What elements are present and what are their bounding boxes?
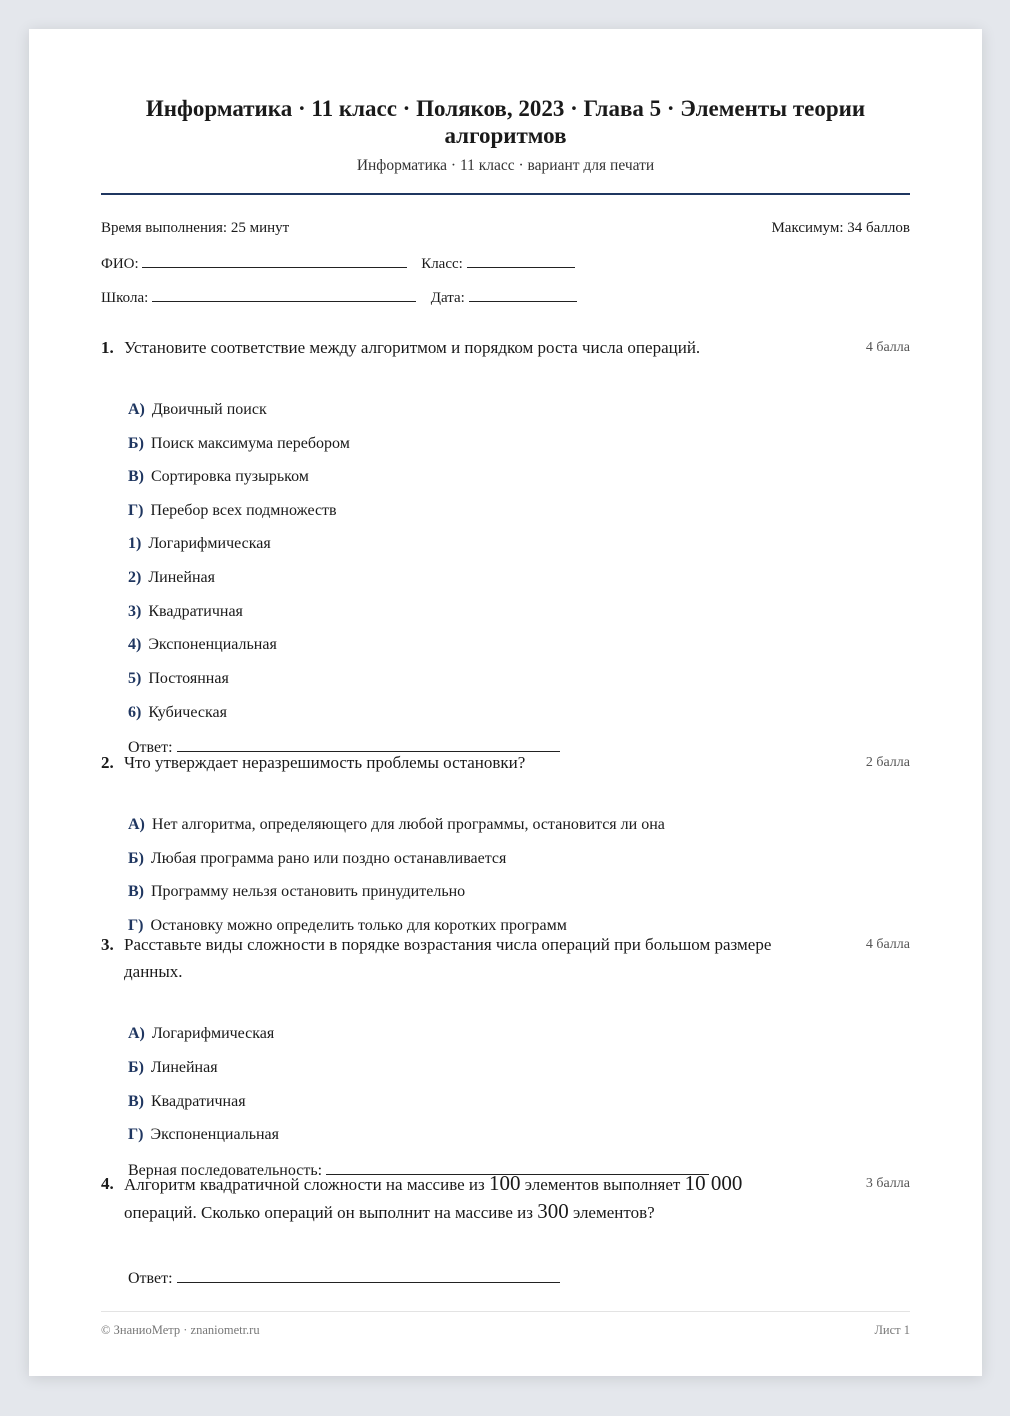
option-label: 6) [128,704,142,721]
option-item [128,468,309,486]
option-item [128,1025,274,1043]
option-text: Сортировка пузырьком [151,468,309,485]
option-label: 2) [128,569,142,586]
answer-field[interactable] [177,1268,560,1283]
class-field[interactable] [467,253,575,268]
option-text: Нет алгоритма, определяющего для любой программы, остановится ли она [151,816,665,833]
option-text: Перебор всех подмножеств [150,502,337,519]
number-value: 300 [537,1199,569,1223]
question-1 [101,334,910,756]
school-label: Школа: [101,290,149,306]
question-text: Расставьте виды сложности в порядке возрастания числа операций при большом размере данных. [124,935,772,981]
option-text: Квадратичная [148,603,243,620]
page-title: Информатика · 11 класс · Поляков, 2023 · Глава 5 · Элементы теории алгоритмов [145,96,866,148]
option-item [128,1093,246,1111]
option-label: А) [128,816,145,833]
number-value: 10 000 [684,1171,743,1195]
option-label: 1) [128,535,142,552]
option-label: Б) [128,435,144,452]
question-text-part: элементов выполняет [520,1175,685,1194]
page-subtitle: Информатика · 11 класс · вариант для печати [356,157,655,174]
date-field[interactable] [469,287,577,302]
question-number: 3. [101,935,114,954]
question-number: 1. [101,338,114,357]
option-text: Кубическая [148,704,227,721]
question-text [124,1170,814,1226]
option-text: Любая программа рано или поздно останавливается [150,850,507,867]
school-date-row [101,287,577,307]
question-text-part: элементов? [568,1203,655,1222]
option-label: В) [128,468,144,485]
option-label: Г) [128,502,144,519]
option-text: Линейная [148,569,215,586]
option-item [128,603,243,621]
option-item [128,535,271,553]
option-item [128,401,267,419]
option-label: В) [128,1093,144,1110]
option-label: А) [128,401,145,418]
option-item [128,502,337,520]
option-item [128,883,465,901]
option-item [128,569,215,587]
option-item [128,1059,218,1077]
option-label: 5) [128,670,142,687]
fio-class-row [101,253,575,273]
question-2 [101,749,910,934]
option-label: Г) [128,917,144,934]
footer-copyright: © ЗнаниоМетр · znaniometr.ru [101,1323,260,1337]
class-label: Класс: [421,256,463,272]
option-text: Программу нельзя остановить принудительно [151,883,466,900]
option-text: Экспоненциальная [148,636,277,653]
question-points: 4 балла [865,937,910,952]
option-text: Логарифмическая [148,535,271,552]
question-3 [101,931,910,1179]
option-label: А) [128,1025,145,1042]
option-text: Экспоненциальная [150,1126,280,1143]
page-content [101,29,910,1376]
footer-divider [101,1311,910,1312]
question-number: 4. [101,1174,114,1193]
school-field[interactable] [152,287,416,302]
footer [101,1323,910,1338]
question-header [101,334,910,361]
question-number: 2. [101,753,114,772]
option-label: Г) [128,1126,144,1143]
header-divider [101,193,910,195]
option-text: Поиск максимума перебором [150,435,350,452]
question-text-part: операций. Сколько операций он выполнит на массиве из [124,1203,538,1222]
option-text: Линейная [150,1059,218,1076]
option-label: Б) [128,1059,144,1076]
option-label: В) [128,883,144,900]
option-item [128,1126,279,1144]
option-text: Постоянная [148,670,229,687]
option-item [128,850,506,868]
question-text-part: Алгоритм квадратичной сложности на массиве из [124,1175,489,1194]
option-item [128,670,229,688]
option-text: Двоичный поиск [151,401,267,418]
option-item [128,435,350,453]
answer-row [128,1268,560,1288]
option-label: 4) [128,636,142,653]
meta-row [101,220,910,237]
option-text: Квадратичная [151,1093,246,1110]
option-item [128,636,277,654]
question-points: 4 балла [865,340,910,355]
option-label: Б) [128,850,144,867]
option-label: 3) [128,603,142,620]
question-header [101,931,910,985]
option-text: Логарифмическая [151,1025,275,1042]
question-text: Установите соответствие между алгоритмом и порядком роста числа операций. [124,338,701,357]
worksheet-page [29,29,982,1376]
question-points: 2 балла [865,755,910,770]
answer-label: Ответ: [128,739,173,756]
fio-label: ФИО: [101,256,139,272]
date-label: Дата: [430,290,465,306]
question-4 [101,1170,910,1287]
time-limit: Время выполнения: 25 минут [101,220,290,236]
number-value: 100 [488,1171,521,1195]
option-item [128,704,227,722]
answer-label: Верная последовательность: [128,1162,323,1179]
question-points: 3 балла [865,1176,910,1191]
max-score: Максимум: 34 баллов [771,220,910,236]
option-item [128,816,665,834]
question-header [101,1170,910,1226]
option-text: Остановку можно определить только для коротких программ [150,917,567,934]
question-header [101,749,910,776]
fio-field[interactable] [142,253,407,268]
question-text: Что утверждает неразрешимость проблемы остановки? [124,753,526,772]
answer-label: Ответ: [128,1270,173,1287]
page-number: Лист 1 [874,1323,910,1337]
